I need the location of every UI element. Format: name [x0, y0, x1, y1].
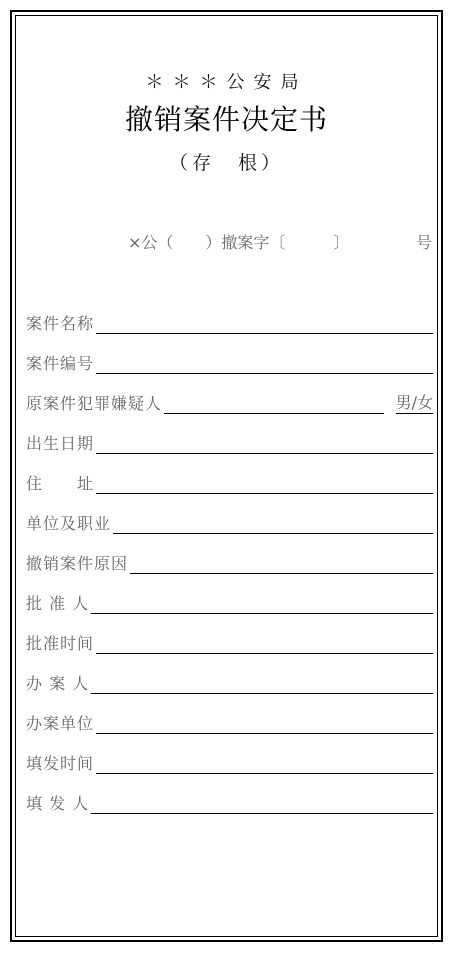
field-label: 填 发 人: [26, 794, 90, 813]
fill-line[interactable]: [96, 473, 433, 494]
field-case-handler: [26, 672, 433, 694]
field-case-number: [26, 352, 433, 374]
field-label: 批准时间: [26, 634, 95, 653]
field-birth-date: [26, 432, 433, 454]
document-number: ×公（ ）撤案字〔 〕: [128, 233, 350, 252]
fill-line[interactable]: [164, 393, 384, 414]
fill-line[interactable]: [91, 793, 433, 814]
field-approver: [26, 592, 433, 614]
fill-line[interactable]: [96, 633, 433, 654]
fill-line[interactable]: [130, 553, 433, 574]
field-label: 办 案 人: [26, 674, 90, 693]
fill-line[interactable]: [91, 593, 433, 614]
field-label: 单位及职业: [26, 514, 112, 533]
field-label: 案件编号: [26, 354, 95, 373]
field-label: 出生日期: [26, 434, 95, 453]
fill-line[interactable]: [96, 313, 433, 334]
field-employer: [26, 512, 433, 534]
fill-line[interactable]: [96, 713, 433, 734]
field-label: 办案单位: [26, 714, 95, 733]
field-issuer: [26, 792, 433, 814]
field-revocation-reason: [26, 552, 433, 574]
field-case-name: [26, 312, 433, 334]
field-issue-time: [26, 752, 433, 774]
field-label: 填发时间: [26, 754, 95, 773]
field-label: 原案件犯罪嫌疑人: [26, 394, 163, 413]
agency-name: ＊＊＊公安局: [145, 72, 308, 93]
stub-label: （存 根）: [168, 152, 284, 174]
field-approval-time: [26, 632, 433, 654]
fill-line[interactable]: [96, 433, 433, 454]
fill-line[interactable]: [91, 673, 433, 694]
document-title: 撤销案件决定书: [124, 103, 328, 136]
fill-line[interactable]: [96, 353, 433, 374]
fill-line[interactable]: [96, 753, 433, 774]
field-label: 批 准 人: [26, 594, 90, 613]
field-label: 住 址: [26, 474, 95, 493]
field-label: 案件名称: [26, 314, 95, 333]
field-handling-unit: [26, 712, 433, 734]
document-number-suffix: 号: [416, 233, 433, 252]
field-label: 撤销案件原因: [26, 554, 129, 573]
gender-option: 男/女: [395, 393, 433, 412]
field-address: [26, 472, 433, 494]
fill-line[interactable]: [113, 513, 433, 534]
field-suspect: [26, 392, 433, 414]
